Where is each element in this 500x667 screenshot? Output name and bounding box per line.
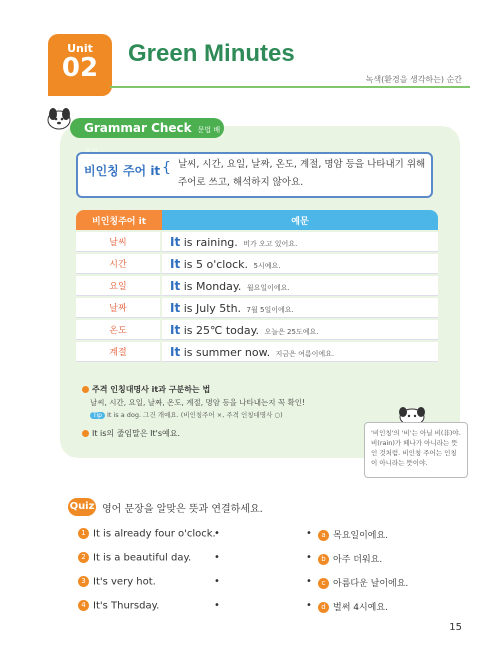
question-number: 4 xyxy=(78,600,89,611)
korean-translation: 오늘은 25도예요. xyxy=(264,327,319,336)
rule-line-1: 날씨, 시간, 요일, 날짜, 온도, 계절, 명암 등을 나타내기 위해 xyxy=(178,159,426,170)
row-example xyxy=(162,298,438,318)
answer-letter: c xyxy=(318,578,329,589)
match-dot-left[interactable]: • xyxy=(214,600,220,611)
korean-translation: 월요일이에요. xyxy=(246,283,290,292)
grammar-check-tab xyxy=(70,118,224,138)
match-dot-right[interactable]: • xyxy=(306,576,312,587)
note-example-text: It is a dog. 그건 개예요. (비인칭주어 ×, 주격 인칭대명사 ○) xyxy=(106,411,283,419)
it-word: It xyxy=(170,300,181,315)
rule-key: 비인칭 주어 it xyxy=(84,164,161,178)
table-row xyxy=(76,232,438,252)
question-number: 1 xyxy=(78,528,89,539)
rule-bracket: { xyxy=(162,160,171,176)
row-example xyxy=(162,320,438,340)
match-dot-right[interactable]: • xyxy=(306,600,312,611)
row-category: 계절 xyxy=(76,342,162,362)
quiz-answer[interactable] xyxy=(318,576,408,589)
match-dot-right[interactable]: • xyxy=(306,528,312,539)
korean-translation: 5시예요. xyxy=(253,261,281,270)
unit-label: Unit xyxy=(67,42,93,55)
table-row xyxy=(76,254,438,274)
answer-letter: a xyxy=(318,530,329,541)
answer-text: 아주 더워요. xyxy=(333,555,383,565)
note-heading-text: 주격 인칭대명사 it과 구분하는 법 xyxy=(92,385,211,394)
row-example xyxy=(162,342,438,362)
page-subtitle: 녹색(환경을 생각하는) 순간 xyxy=(365,75,462,84)
answer-text: 목요일이에요. xyxy=(333,531,389,541)
english-sentence: is 5 o'clock. xyxy=(180,257,248,271)
rule-text xyxy=(178,156,428,192)
it-word: It xyxy=(170,256,181,271)
grammar-check-title: Grammar Check xyxy=(84,121,192,135)
english-sentence: is July 5th. xyxy=(180,301,242,315)
answer-text: 아름다운 날이에요. xyxy=(333,579,409,589)
match-dot-left[interactable]: • xyxy=(214,576,220,587)
table-row xyxy=(76,276,438,296)
korean-translation: 지금은 여름이에요. xyxy=(275,349,335,358)
it-word: It xyxy=(170,322,181,337)
row-category: 날씨 xyxy=(76,232,162,252)
quiz-question[interactable] xyxy=(78,576,156,588)
quiz-question[interactable] xyxy=(78,528,216,540)
english-sentence: is 25℃ today. xyxy=(180,323,260,337)
table-row xyxy=(76,342,438,362)
side-note: '비인칭'의 '비'는 아닐 비(非)야. 비(rain)가 떼나가 아니라는 뜻인 것처럼. 비인칭 주어는 인칭이 아니라는 뜻이야. xyxy=(364,422,468,478)
it-word: It xyxy=(170,234,181,249)
table-row xyxy=(76,298,438,318)
english-sentence: is raining. xyxy=(180,235,238,249)
bullet-icon xyxy=(82,386,89,393)
header-divider xyxy=(110,86,470,88)
contraction-note-text: It is의 줄임말은 It's예요. xyxy=(92,429,181,438)
row-category: 온도 xyxy=(76,320,162,340)
quiz-question[interactable] xyxy=(78,552,191,564)
table-row xyxy=(76,320,438,340)
answer-text: 벌써 4시예요. xyxy=(333,603,388,613)
unit-badge xyxy=(48,34,112,96)
match-dot-right[interactable]: • xyxy=(306,552,312,563)
quiz-answer[interactable] xyxy=(318,528,388,541)
grammar-check-sub: 문법 배 xyxy=(197,126,221,134)
answer-letter: b xyxy=(318,554,329,565)
table-head-example: 예문 xyxy=(162,210,438,230)
row-example xyxy=(162,232,438,252)
note-heading xyxy=(82,384,210,395)
it-word: It xyxy=(170,278,181,293)
it-word: It xyxy=(170,344,181,359)
korean-translation: 비가 오고 있어요. xyxy=(243,239,298,248)
quiz-answer[interactable] xyxy=(318,552,382,565)
match-dot-left[interactable]: • xyxy=(214,552,220,563)
question-text: It is a beautiful day. xyxy=(93,552,192,564)
quiz-question[interactable] xyxy=(78,600,159,612)
row-example xyxy=(162,276,438,296)
page-number: 15 xyxy=(449,622,462,633)
question-number: 2 xyxy=(78,552,89,563)
note-example xyxy=(90,410,283,419)
unit-number: 02 xyxy=(61,53,99,83)
question-text: It is already four o'clock. xyxy=(93,528,216,540)
answer-letter: d xyxy=(318,602,329,613)
quiz-answer[interactable] xyxy=(318,600,388,613)
question-text: It's Thursday. xyxy=(93,600,160,612)
row-category: 시간 xyxy=(76,254,162,274)
bullet-icon xyxy=(82,430,89,437)
english-sentence: is Monday. xyxy=(180,279,242,293)
row-example xyxy=(162,254,438,274)
table-head-category: 비인칭주어 it xyxy=(76,210,162,230)
contraction-note xyxy=(82,428,180,439)
quiz-title: 영어 문장을 알맞은 뜻과 연결하세요. xyxy=(102,504,263,515)
tip-badge: Tip xyxy=(90,412,105,419)
note-body: 날씨, 시간, 요일, 날짜, 온도, 계절, 명암 등을 나타내는지 꼭 확인! xyxy=(90,398,306,407)
question-text: It's very hot. xyxy=(93,576,156,588)
quiz-badge: Quiz xyxy=(68,498,96,516)
page-title: Green Minutes xyxy=(128,40,295,67)
example-table xyxy=(76,208,438,364)
english-sentence: is summer now. xyxy=(180,345,271,359)
row-category: 요일 xyxy=(76,276,162,296)
rule-line-2: 주어로 쓰고, 해석하지 않아요. xyxy=(178,177,304,188)
match-dot-left[interactable]: • xyxy=(214,528,220,539)
korean-translation: 7월 5일이에요. xyxy=(246,305,294,314)
row-category: 날짜 xyxy=(76,298,162,318)
question-number: 3 xyxy=(78,576,89,587)
